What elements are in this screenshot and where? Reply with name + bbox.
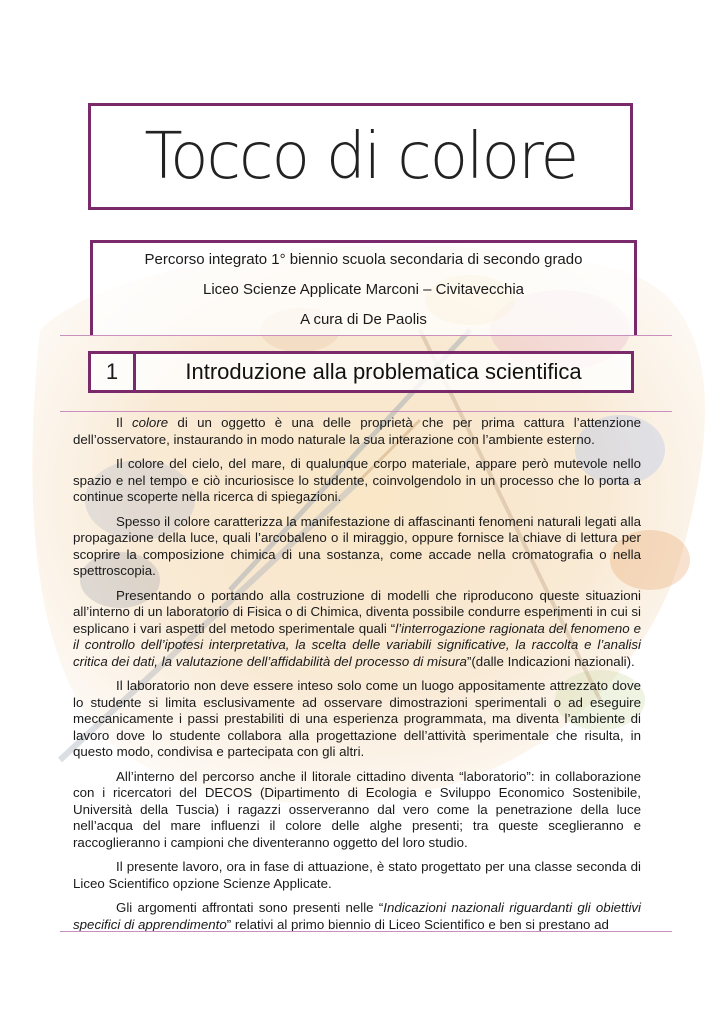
- paragraph-8: [73, 900, 641, 933]
- p4-quote: l’interrogazione ragionata del fenomeno e il controllo dell’ipotesi interpretativa, la scelta delle variabili significative, la raccolta e l’analisi critica dei dati, la valutazione dell’affidabilità del processo di misura: [73, 620, 641, 669]
- paragraph-2: Il colore del cielo, del mare, di qualunque corpo materiale, appare però mutevole nello spazio e nel tempo e ciò incuriosisce lo studente, coinvolgendolo in un processo che lo porta a continue scoperte nella ricerca di spiegazioni.: [73, 456, 641, 504]
- document-title-box: [88, 103, 633, 210]
- divider-top: [60, 335, 672, 336]
- p1-text-c: di un oggetto è una delle proprietà che per prima cattura l’attenzione dell’osservatore, instaurando in modo naturale la sua interazione con l’ambiente esterno.: [73, 415, 641, 447]
- p4-text-a: Presentando o portando alla costruzione di modelli che riproducono queste situazioni all’interno di un laboratorio di Fisica o di Chimica, diventa possibile condurre esperimenti in cui si esplicano i vari aspetti del metodo sperimentale quali “: [73, 587, 641, 636]
- p8-text-a: Gli argomenti affrontati sono presenti nelle “: [116, 900, 384, 915]
- p8-text-c: ” relativi al primo biennio di Liceo Scientifico e ben si prestano ad: [226, 916, 609, 932]
- section-heading: [88, 351, 634, 393]
- paragraph-4: [73, 588, 641, 671]
- school-name: Liceo Scienze Applicate Marconi – Civitavecchia: [203, 281, 524, 298]
- section-number: 1: [91, 354, 136, 390]
- paragraph-1: [73, 415, 641, 448]
- body-text: [73, 415, 641, 933]
- p8-italic: Indicazioni nazionali riguardanti gli obiettivi specifici di apprendimento: [73, 900, 641, 932]
- course-info-box: [90, 240, 637, 335]
- divider-bottom: [60, 931, 672, 932]
- p4-text-c: ”(dalle Indicazioni nazionali).: [466, 653, 635, 669]
- divider-section: [60, 411, 672, 412]
- course-description: Percorso integrato 1° biennio scuola secondaria di secondo grado: [144, 251, 583, 268]
- author: A cura di De Paolis: [300, 311, 427, 328]
- paragraph-5: Il laboratorio non deve essere inteso solo come un luogo appositamente attrezzato dove lo studente si limita esclusivamente ad osservare dimostrazioni sperimentali o ad eseguire meccanicamente i passi prestabiliti di una esperienza programmata, ma diventa l’ambiente di lavoro dove lo studente collabora alla progettazione dell’attività sperimentale che risulta, in questo modo, condivisa e partecipata con gli altri.: [73, 678, 641, 759]
- paragraph-6: All’interno del percorso anche il litorale cittadino diventa “laboratorio”: in collaborazione con i ricercatori del DECOS (Dipartimento di Ecologia e Sviluppo Economico Sostenibile, Università della Tuscia) i ragazzi osserveranno dal vero come la penetrazione della luce nell’acqua del mare influenzi il colore delle alghe presenti; tra queste sceglieranno e raccoglieranno i campioni che diventeranno oggetto del loro studio.: [73, 768, 641, 850]
- p1-text-a: Il: [116, 415, 132, 430]
- paragraph-3: Spesso il colore caratterizza la manifestazione di affascinanti fenomeni naturali legati alla propagazione della luce, quali l’arcobaleno o il miraggio, oppure fornisce la chiave di lettura per scoprire la composizione chimica di una sostanza, come accade nella cromatografia o nella spettroscopia.: [73, 513, 641, 578]
- section-title: Introduzione alla problematica scientifica: [185, 359, 582, 384]
- paragraph-7: Il presente lavoro, ora in fase di attuazione, è stato progettato per una classe seconda di Liceo Scientifico opzione Scienze Applicate.: [73, 859, 641, 891]
- p1-text-italic: colore: [131, 415, 169, 430]
- document-title: Tocco di colore: [144, 119, 577, 194]
